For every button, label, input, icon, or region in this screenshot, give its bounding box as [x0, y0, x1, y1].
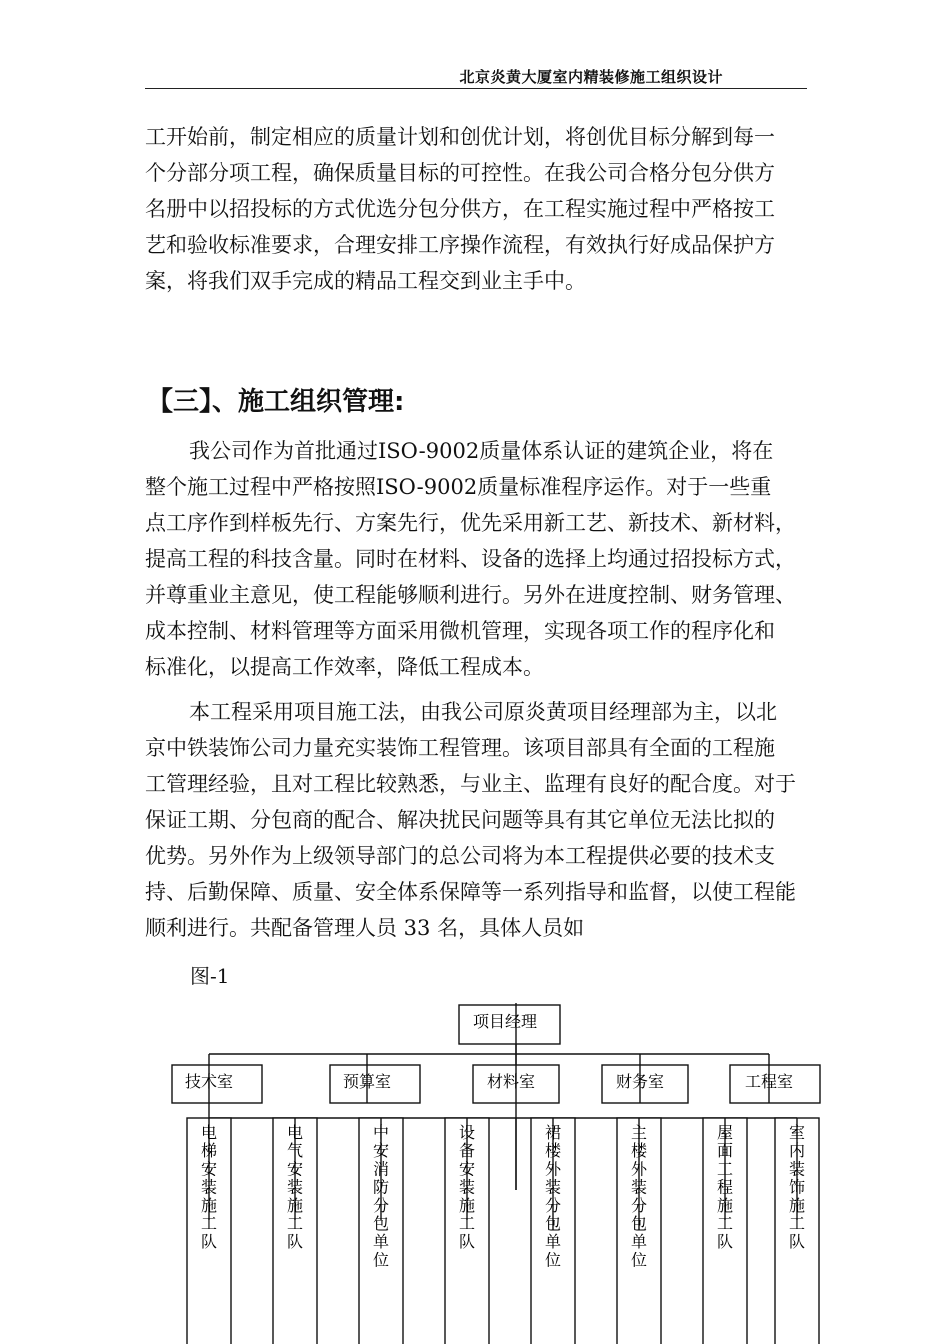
text-line: 京中铁装饰公司力量充实装饰工程管理。该项目部具有全面的工程施 — [145, 736, 775, 760]
text-line: 持、后勤保障、质量、安全体系保障等一系列指导和监督，以使工程能 — [145, 880, 796, 904]
org-team-label: 主楼外装分包单位 — [630, 1123, 648, 1270]
org-team-label: 裙楼外装分包单位 — [544, 1123, 562, 1270]
org-node-root — [459, 1005, 560, 1044]
org-node-department — [473, 1065, 559, 1103]
text-line: 艺和验收标准要求，合理安排工序操作流程，有效执行好成品保护方 — [145, 233, 775, 257]
text-line: 案，将我们双手完成的精品工程交到业主手中。 — [145, 269, 586, 293]
text-line: 名册中以招投标的方式优选分包分供方，在工程实施过程中严格按工 — [145, 197, 775, 221]
org-node-department — [330, 1065, 420, 1103]
org-node-label: 项目经理 — [472, 1012, 538, 1031]
org-node-department — [602, 1065, 688, 1103]
org-node-department — [730, 1065, 820, 1103]
org-team-label: 中安消防分包单位 — [372, 1123, 390, 1270]
org-node-label: 材料室 — [486, 1072, 536, 1091]
figure-label: 图-1 — [190, 964, 230, 988]
org-node-department — [172, 1065, 262, 1103]
document-title: 北京炎黄大厦室内精装修施工组织设计 — [459, 68, 723, 86]
org-team-label: 屋面工程施工队 — [716, 1123, 734, 1252]
text-line: 个分部分项工程，确保质量目标的可控性。在我公司合格分包分供方 — [145, 161, 775, 185]
text-line: 工开始前，制定相应的质量计划和创优计划，将创优目标分解到每一 — [145, 125, 775, 149]
org-team-label: 室内装饰施工队 — [788, 1123, 806, 1252]
text-line: 提高工程的科技含量。同时在材料、设备的选择上均通过招投标方式， — [145, 547, 796, 571]
org-team-label: 设备安装施工队 — [458, 1123, 476, 1252]
org-team-label: 电梯安装施工队 — [200, 1123, 218, 1252]
text-line: 我公司作为首批通过ISO-9002质量体系认证的建筑企业，将在 — [189, 439, 774, 463]
text-line: 工管理经验，且对工程比较熟悉，与业主、监理有良好的配合度。对于 — [145, 772, 796, 796]
text-line: 成本控制、材料管理等方面采用微机管理，实现各项工作的程序化和 — [145, 619, 775, 643]
text-line: 整个施工过程中严格按照ISO-9002质量标准程序运作。对于一些重 — [145, 475, 772, 499]
text-line: 保证工期、分包商的配合、解决扰民问题等具有其它单位无法比拟的 — [145, 808, 775, 832]
section-heading: 【三】、施工组织管理: — [147, 387, 405, 417]
org-node-label: 技术室 — [184, 1072, 234, 1091]
text-line: 并尊重业主意见，使工程能够顺利进行。另外在进度控制、财务管理、 — [145, 583, 796, 607]
org-node-label: 预算室 — [342, 1072, 392, 1091]
text-line: 本工程采用项目施工法，由我公司原炎黄项目经理部为主，以北 — [189, 700, 777, 724]
org-node-label: 财务室 — [615, 1072, 665, 1091]
text-line: 点工序作到样板先行、方案先行，优先采用新工艺、新技术、新材料， — [145, 511, 796, 535]
text-line: 标准化，以提高工作效率，降低工程成本。 — [145, 655, 544, 679]
text-line: 顺利进行。共配备管理人员 33 名，具体人员如 — [145, 916, 585, 940]
text-line: 优势。另外作为上级领导部门的总公司将为本工程提供必要的技术支 — [145, 844, 775, 868]
org-team-label: 电气安装施工队 — [286, 1123, 304, 1252]
org-node-label: 工程室 — [744, 1072, 794, 1091]
